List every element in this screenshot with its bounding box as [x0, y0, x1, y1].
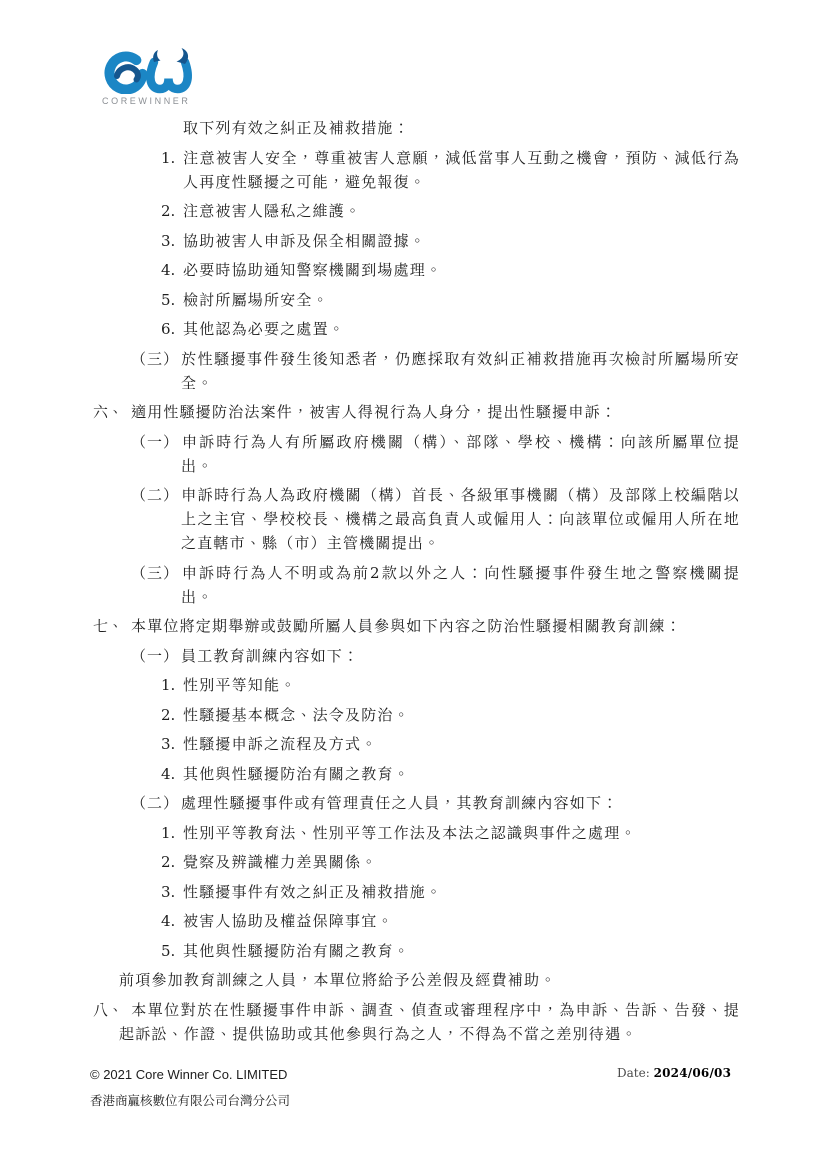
paragraph-text: 本單位對於在性騷擾事件申訴、調查、偵查或審理程序中，為申訴、告訴、告發、提起訴訟、作證、提供協助或其他參與行為之人，不得為不當之差別待遇。: [119, 1000, 740, 1043]
list-marker: 2.: [161, 202, 176, 220]
paragraph-text: 性騷擾事件有效之糾正及補救措施。: [183, 882, 443, 901]
policy-paragraph: [161, 317, 740, 341]
date-label: Date:: [617, 1066, 650, 1080]
policy-paragraph: [161, 673, 740, 697]
paragraph-text: 取下列有效之糾正及補救措施：: [183, 119, 410, 137]
policy-paragraph: [131, 347, 740, 395]
policy-paragraph: [131, 561, 740, 609]
paragraph-text: 於性騷擾事件發生後知悉者，仍應採取有效糾正補救措施再次檢討所屬場所安全。: [181, 349, 740, 392]
paragraph-text: 申訴時行為人有所屬政府機關（構）、部隊、學校、機構：向該所屬單位提出。: [181, 432, 740, 475]
list-marker: 4.: [161, 261, 176, 279]
list-marker: 1.: [161, 148, 176, 167]
list-marker: 6.: [161, 320, 176, 338]
paragraph-text: 其他認為必要之處置。: [183, 320, 346, 338]
policy-text-body: [0, 116, 827, 1051]
footer-date: [617, 1066, 731, 1080]
policy-paragraph: [131, 644, 740, 668]
list-marker: （二）: [131, 486, 180, 504]
policy-paragraph: [161, 288, 740, 312]
policy-paragraph: [131, 791, 740, 815]
paragraph-text: 注意被害人隱私之維護。: [183, 202, 362, 220]
paragraph-text: 處理性騷擾事件或有管理責任之人員，其教育訓練內容如下：: [181, 794, 619, 812]
paragraph-text: 本單位將定期舉辦或鼓勵所屬人員參與如下內容之防治性騷擾相關教育訓練：: [131, 617, 682, 635]
policy-paragraph: [161, 939, 740, 963]
list-marker: 3.: [161, 735, 176, 753]
paragraph-text: 被害人協助及權益保障事宜。: [183, 912, 394, 930]
paragraph-text: 注意被害人安全，尊重被害人意願，減低當事人互動之機會，預防、減低行為人再度性騷擾之可能，避免報復。: [183, 148, 740, 191]
policy-paragraph: [93, 998, 740, 1046]
paragraph-text: 性別平等教育法、性別平等工作法及本法之認識與事件之處理。: [183, 823, 637, 842]
policy-paragraph: [161, 703, 740, 727]
paragraph-text: 性騷擾基本概念、法令及防治。: [183, 705, 410, 724]
policy-paragraph: [161, 258, 740, 282]
list-marker: 八、: [93, 1000, 124, 1019]
policy-paragraph: [161, 229, 740, 253]
list-marker: 3.: [161, 882, 176, 901]
policy-paragraph: [161, 909, 740, 933]
corewinner-logo-mark: [102, 48, 194, 94]
corewinner-logo: [102, 48, 202, 106]
list-marker: 3.: [161, 231, 176, 250]
list-marker: 七、: [93, 617, 124, 635]
paragraph-text: 員工教育訓練內容如下：: [181, 646, 360, 665]
paragraph-text: 前項參加教育訓練之人員，本單位將給予公差假及經費補助。: [119, 971, 557, 989]
paragraph-text: 申訴時行為人不明或為前2款以外之人：向性騷擾事件發生地之警察機關提出。: [181, 563, 740, 606]
list-marker: 5.: [161, 290, 176, 309]
list-marker: （二）: [131, 794, 180, 812]
policy-paragraph: [93, 614, 740, 638]
policy-paragraph: [131, 430, 740, 478]
paragraph-text: 適用性騷擾防治法案件，被害人得視行為人身分，提出性騷擾申訴：: [131, 403, 618, 421]
list-marker: 1.: [161, 676, 176, 694]
policy-paragraph: [183, 116, 740, 140]
policy-paragraph: [161, 850, 740, 874]
policy-paragraph: [161, 199, 740, 223]
list-marker: （一）: [131, 432, 180, 451]
copyright-line: © 2021 Core Winner Co. LIMITED: [90, 1067, 288, 1082]
policy-paragraph: [161, 821, 740, 845]
paragraph-text: 性騷擾申訴之流程及方式。: [183, 735, 378, 753]
list-marker: 六、: [93, 403, 124, 421]
policy-paragraph: [161, 880, 740, 904]
list-marker: （三）: [131, 563, 180, 582]
paragraph-text: 性別平等知能。: [183, 676, 297, 694]
logo-wordmark: COREWINNER: [102, 96, 191, 106]
policy-paragraph: [161, 146, 740, 194]
date-value: 2024/06/03: [653, 1066, 732, 1080]
list-marker: （三）: [131, 349, 180, 368]
footer-company-block: [90, 1062, 290, 1114]
paragraph-text: 覺察及辨識權力差異關係。: [183, 853, 378, 871]
paragraph-text: 其他與性騷擾防治有關之教育。: [183, 764, 410, 783]
list-marker: 2.: [161, 853, 176, 871]
list-marker: 4.: [161, 764, 176, 783]
company-name-line: 香港商贏核數位有限公司台灣分公司: [90, 1094, 291, 1108]
list-marker: 5.: [161, 941, 176, 960]
paragraph-text: 協助被害人申訴及保全相關證據。: [183, 231, 427, 250]
list-marker: 2.: [161, 705, 176, 724]
paragraph-text: 必要時協助通知警察機關到場處理。: [183, 261, 443, 279]
policy-paragraph: [93, 400, 740, 424]
paragraph-text: 檢討所屬場所安全。: [183, 290, 329, 309]
policy-paragraph: [119, 968, 740, 992]
list-marker: 4.: [161, 912, 176, 930]
paragraph-text: 其他與性騷擾防治有關之教育。: [183, 941, 410, 960]
paragraph-text: 申訴時行為人為政府機關（構）首長、各級軍事機關（構）及部隊上校編階以上之主官、學校校長、機構之最高負責人或僱用人：向該單位或僱用人所在地之直轄市、縣（市）主管機關提出。: [181, 486, 740, 552]
list-marker: 1.: [161, 823, 176, 842]
list-marker: （一）: [131, 646, 180, 665]
policy-paragraph: [161, 732, 740, 756]
policy-paragraph: [131, 483, 740, 555]
policy-paragraph: [161, 762, 740, 786]
